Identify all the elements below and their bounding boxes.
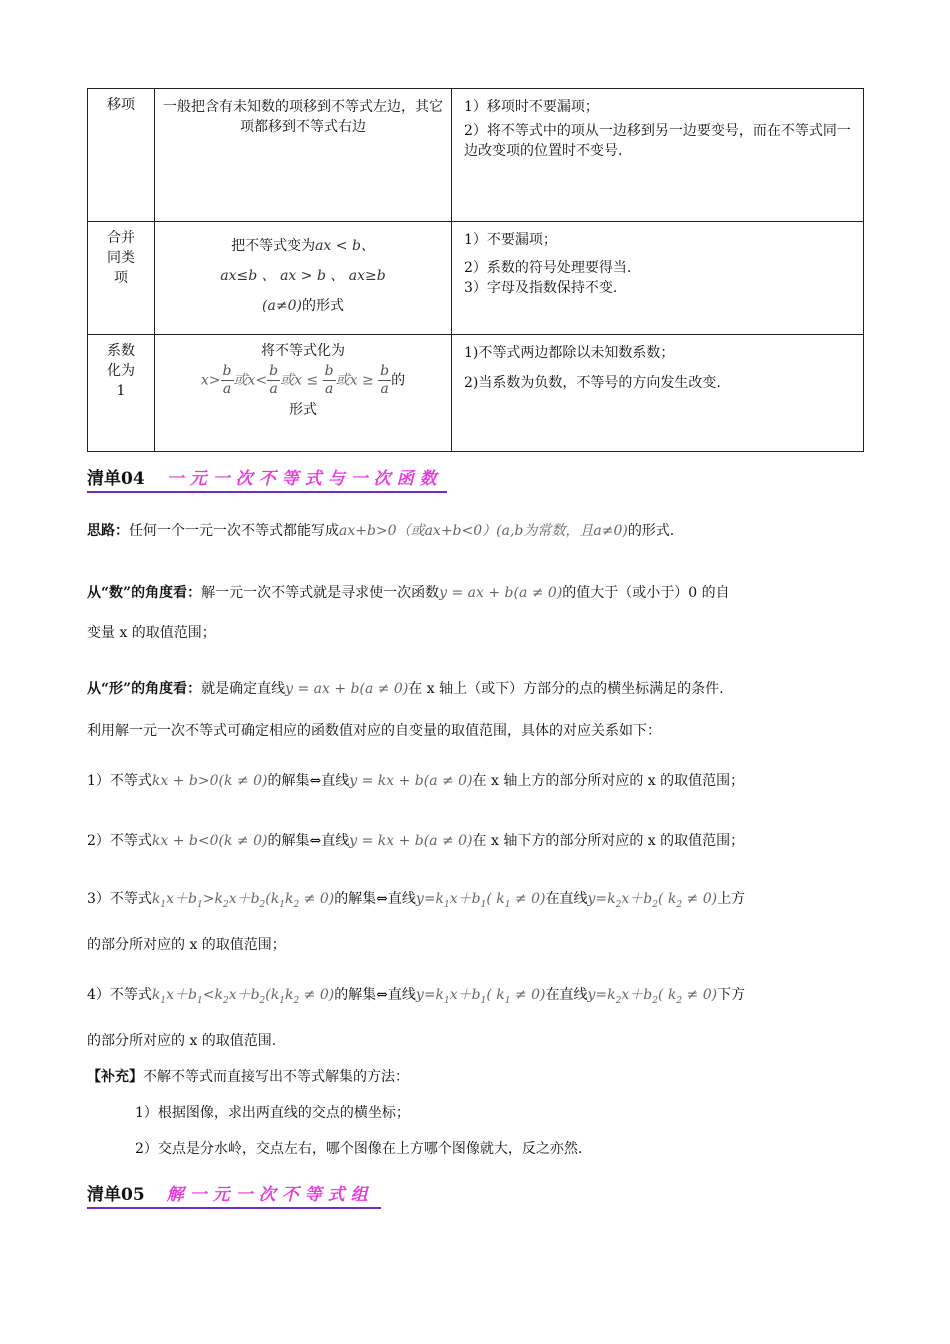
item-mid: 的解集⇔直线 [267, 773, 350, 789]
note: 1）移项时不要漏项； [464, 99, 599, 115]
fraction [267, 363, 280, 398]
rules-table [87, 88, 864, 452]
section-heading-04 [87, 464, 443, 489]
note: 2）将不等式中的项从一边移到另一边要变号，而在不等式同一边改变项的位置时不变号. [464, 123, 851, 159]
thought-label: 思路： [87, 523, 129, 539]
item-2 [87, 830, 744, 850]
item-math: $k_1x+b_1<k_2x+b_2(k_1k_2 \ne 0)$ [151, 987, 335, 1006]
item-pre: 4）不等式 [87, 987, 152, 1003]
item-math-2: $y=k_1x+b_1$( $k_1 \ne 0$) [415, 891, 546, 910]
section-heading-05 [87, 1180, 374, 1205]
item-mid: 的解集⇔直线 [267, 833, 350, 849]
thought-end: 的形式. [627, 523, 675, 539]
num-math: y = ax + b(a ≠ 0) [439, 585, 563, 601]
section-underline [87, 1207, 381, 1209]
item-math: kx + b<0(k ≠ 0) [151, 833, 268, 849]
section-label: 清单05 [87, 1185, 145, 1205]
row-name [88, 222, 155, 335]
desc-forms-2: ax≤b 、 ax > b 、 ax≥b [220, 268, 386, 284]
frac-num: b [269, 363, 279, 379]
row-notes [452, 222, 864, 335]
item-math-2: $y=k_1x+b_1$( $k_1 \ne 0$) [415, 987, 546, 1006]
item-end: 在 x 轴上方的部分所对应的 x 的取值范围； [472, 773, 745, 789]
frac-den: a [269, 381, 278, 397]
item-3 [87, 888, 745, 910]
item-mid-2: 在直线 [545, 987, 588, 1003]
desc-line-3 [161, 290, 445, 322]
item-1 [87, 770, 744, 790]
number-view-line-2: 变量 x 的取值范围； [87, 625, 216, 641]
item-pre: 2）不等式 [87, 833, 152, 849]
shape-text: 就是确定直线 [201, 681, 286, 697]
supp-label: 【补充】 [87, 1069, 143, 1085]
row-name [88, 335, 155, 452]
row-notes [452, 89, 864, 222]
note: 1)不等式两边都除以未知数系数； [464, 345, 675, 361]
item-math-2: y = kx + b(a ≠ 0) [349, 833, 473, 849]
thought-math: ax+b>0（或ax+b<0）(a,b为常数，且a≠0) [339, 523, 628, 539]
desc-suffix: 的形式 [301, 298, 344, 314]
use-line: 利用解一元一次不等式可确定相应的函数值对应的自变量的取值范围，具体的对应关系如下： [87, 723, 661, 739]
row-notes [452, 335, 864, 452]
shape-label: 从“形”的角度看： [87, 681, 202, 697]
supplement-line [87, 1066, 409, 1086]
num-end: 的值大于（或小于）0 的自 [562, 585, 730, 601]
desc-forms-1: ax < b、 [315, 238, 375, 254]
frac-num: b [380, 363, 390, 379]
thought-text: 任何一个一元一次不等式都能写成 [129, 523, 339, 539]
section-title: 解一元一次不等式组 [166, 1185, 374, 1205]
row-desc [155, 335, 452, 452]
table-row [88, 222, 864, 335]
num-label: 从“数”的角度看： [87, 585, 202, 601]
desc-cond: (a≠0) [262, 298, 302, 314]
item-mid: 的解集⇔直线 [334, 891, 416, 907]
note: 2)当系数为负数，不等号的方向发生改变. [464, 375, 721, 391]
shape-math: y = ax + b(a ≠ 0) [285, 681, 409, 697]
item-pre: 3）不等式 [87, 891, 152, 907]
item-math-3: $y=k_2x+b_2$( $k_2 \ne 0$) [587, 891, 718, 910]
supp-text: 不解不等式而直接写出不等式解集的方法： [143, 1069, 409, 1085]
row-desc: 一般把含有未知数的项移到不等式左边，其它项都移到不等式右边 [155, 89, 452, 222]
note: 2）系数的符号处理要得当. [464, 260, 632, 276]
item-math: $k_1x+b_1>k_2x+b_2(k_1k_2 \ne 0)$ [151, 891, 335, 910]
item-4 [87, 984, 745, 1006]
item-mid: 的解集⇔直线 [334, 987, 416, 1003]
item-pre: 1）不等式 [87, 773, 152, 789]
num-text: 解一元一次不等式就是寻求使一次函数 [201, 585, 440, 601]
item-math-3: $y=k_2x+b_2$( $k_2 \ne 0$) [587, 987, 718, 1006]
supplement-2: 2）交点是分水岭，交点左右，哪个图像在上方哪个图像就大，反之亦然. [135, 1141, 583, 1157]
row-name-text: 系数化为1 [107, 343, 135, 399]
desc-prefix: 将不等式化为 [261, 343, 345, 359]
fraction-forms [161, 363, 445, 398]
item-math-2: y = kx + b(a ≠ 0) [349, 773, 473, 789]
item-end: 上方 [717, 891, 746, 907]
ineq-x-gt: x> [200, 372, 221, 389]
item-4-line-2: 的部分所对应的 x 的取值范围. [87, 1033, 277, 1049]
section-title: 一元一次不等式与一次函数 [166, 469, 443, 489]
supplement-1: 1）根据图像，求出两直线的交点的横坐标； [135, 1105, 410, 1121]
desc-line-1 [161, 230, 445, 262]
frac-den: a [324, 381, 334, 397]
item-mid-2: 在直线 [545, 891, 588, 907]
item-end: 下方 [717, 987, 746, 1003]
desc-suffix: 形式 [289, 402, 317, 418]
shape-view-line [87, 678, 724, 698]
shape-end: 在 x 轴上（或下）方部分的点的横坐标满足的条件. [408, 681, 724, 697]
ineq-or-ge: 或x ≥ [335, 372, 379, 389]
fraction [221, 363, 234, 398]
desc-mid: 的 [391, 372, 406, 389]
frac-den: a [222, 381, 232, 397]
ineq-or-lt: 或x< [233, 372, 268, 389]
frac-num: b [222, 363, 232, 379]
section-label: 清单04 [87, 469, 145, 489]
fraction [323, 363, 336, 398]
note: 1）不要漏项； [464, 232, 557, 248]
note: 3）字母及指数保持不变. [464, 280, 618, 296]
item-3-line-2: 的部分所对应的 x 的取值范围； [87, 937, 286, 953]
row-name: 移项 [88, 89, 155, 222]
thought-line [87, 520, 674, 540]
table-row [88, 335, 864, 452]
number-view-line [87, 582, 730, 602]
frac-den: a [380, 381, 389, 397]
desc-prefix: 把不等式变为 [231, 238, 316, 254]
section-underline [87, 491, 447, 493]
ineq-or-le: 或x ≤ [280, 372, 323, 389]
fraction [378, 363, 391, 398]
item-end: 在 x 轴下方的部分所对应的 x 的取值范围； [472, 833, 745, 849]
table-row [88, 89, 864, 222]
row-name-text: 合并同类项 [107, 230, 135, 286]
frac-num: b [324, 363, 334, 379]
row-desc [155, 222, 452, 335]
item-math: kx + b>0(k ≠ 0) [151, 773, 268, 789]
